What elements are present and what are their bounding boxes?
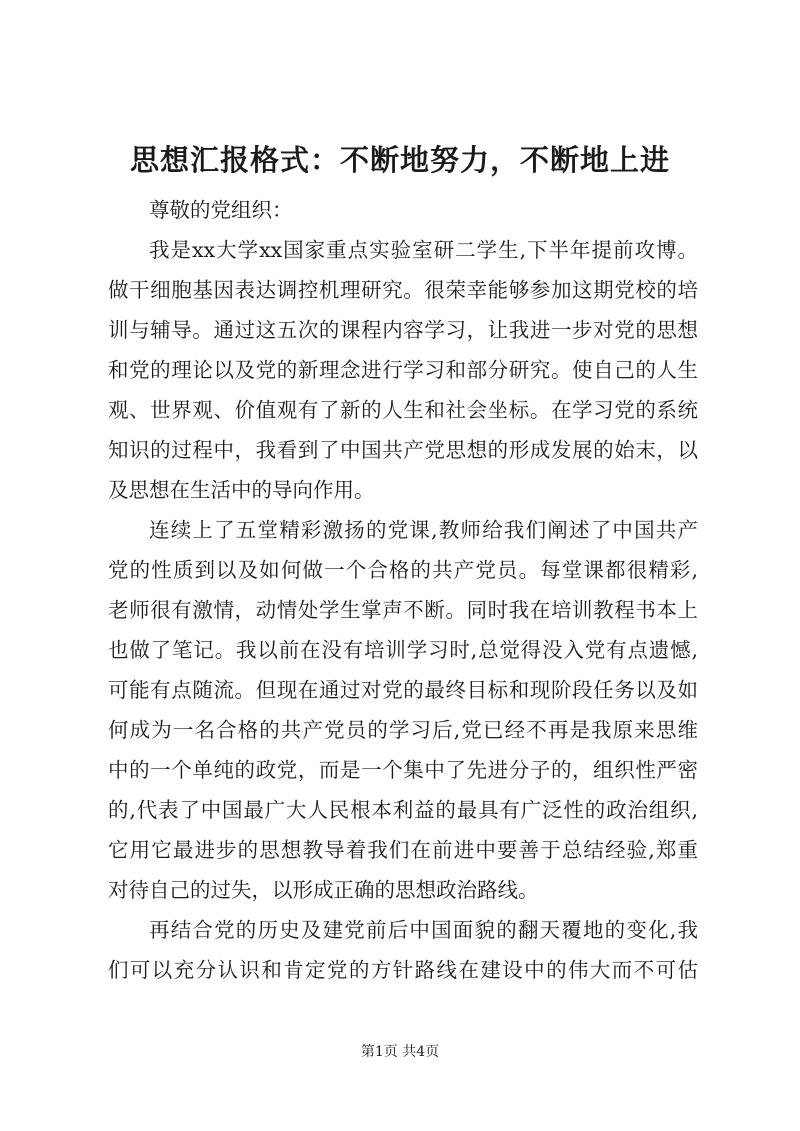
paragraph-line: 可能有点随流。但现在通过对党的最终目标和现阶段任务以及如 <box>108 678 698 702</box>
paragraph-line: 何成为一名合格的共产党员的学习后,党已经不再是我原来思维 <box>108 718 698 742</box>
paragraph-line: 再结合党的历史及建党前后中国面貌的翻天覆地的变化,我 <box>149 918 698 942</box>
paragraph-line: 的,代表了中国最广大人民根本利益的最具有广泛性的政治组织, <box>108 798 698 822</box>
paragraph-line: 们可以充分认识和肯定党的方针路线在建设中的伟大而不可估 <box>108 958 698 982</box>
document-body <box>108 190 698 990</box>
paragraph-line: 连续上了五堂精彩激扬的党课,教师给我们阐述了中国共产 <box>149 518 698 542</box>
document-title: 思想汇报格式：不断地努力，不断地上进 <box>129 143 670 177</box>
paragraph-line: 老师很有激情，动情处学生掌声不断。同时我在培训教程书本上 <box>108 598 698 622</box>
paragraph-2 <box>108 510 698 910</box>
salutation: 尊敬的党组织： <box>149 198 293 222</box>
paragraph-line: 也做了笔记。我以前在没有培训学习时,总觉得没入党有点遗憾, <box>108 638 698 662</box>
paragraph-line: 党的性质到以及如何做一个合格的共产党员。每堂课都很精彩, <box>108 558 698 582</box>
paragraph-3 <box>108 910 698 990</box>
paragraph-line: 它用它最进步的思想教导着我们在前进中要善于总结经验,郑重 <box>108 838 698 862</box>
paragraph-line: 和党的理论以及党的新理念进行学习和部分研究。使自己的人生 <box>108 358 698 382</box>
paragraph-line: 对待自己的过失，以形成正确的思想政治路线。 <box>108 878 539 902</box>
paragraph-line: 训与辅导。通过这五次的课程内容学习，让我进一步对党的思想 <box>108 318 698 342</box>
paragraph-line: 做干细胞基因表达调控机理研究。很荣幸能够参加这期党校的培 <box>108 278 698 302</box>
paragraph-1 <box>108 230 698 510</box>
paragraph-line: 及思想在生活中的导向作用。 <box>108 478 375 502</box>
paragraph-line: 我是xx大学xx国家重点实验室研二学生,下半年提前攻博。 <box>149 238 698 262</box>
page-indicator: 第1页 共4页 <box>360 1044 440 1060</box>
paragraph-line: 观、世界观、价值观有了新的人生和社会坐标。在学习党的系统 <box>108 398 698 422</box>
paragraph-line: 知识的过程中，我看到了中国共产党思想的形成发展的始末，以 <box>108 438 698 462</box>
paragraph-line: 中的一个单纯的政党，而是一个集中了先进分子的，组织性严密 <box>108 758 698 782</box>
